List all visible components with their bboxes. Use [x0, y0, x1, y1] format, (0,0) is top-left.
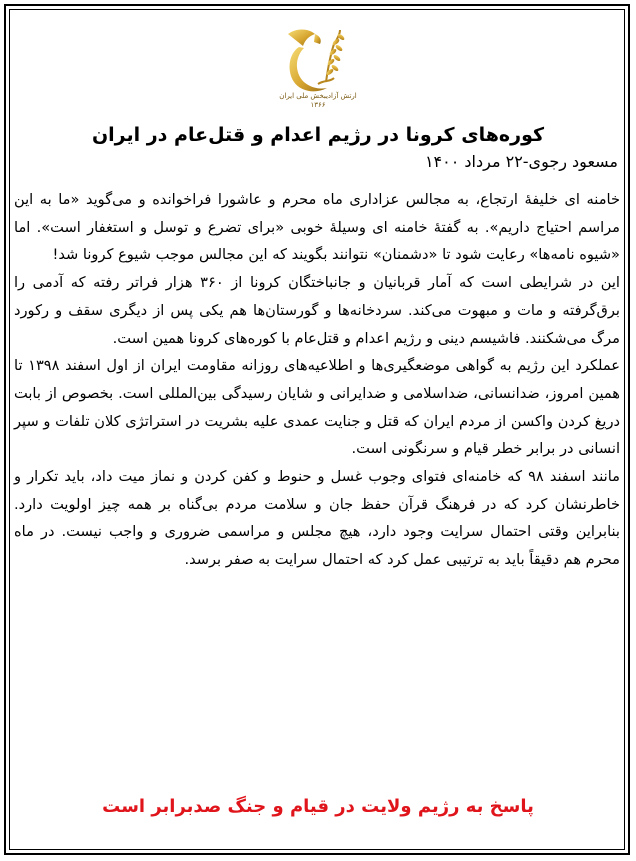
article-byline: مسعود رجوی-۲۲ مرداد ۱۴۰۰ [424, 152, 618, 171]
paragraph: این در شرایطی است که آمار قربانیان و جانباختگان کرونا از ۳۶۰ هزار فراتر رفته که آدمی را برق‌گرفته و مات و مبهوت می‌کند. سردخانه‌ها و گورستان‌ها هم یکی پس از دیگری سقف و رکورد مرگ می‌شکنند. فاشیسم دینی و رژیم اعدام و قتل‌عام با کوره‌های کرونا همین است. [14, 274, 620, 347]
logo-caption [262, 92, 374, 110]
article-body [14, 186, 620, 574]
logo-org-name: ارتش آزادیبخش ملی ایران [279, 92, 357, 100]
closing-slogan: پاسخ به رژیم ولایت در قیام و جنگ صدبرابر است [102, 796, 534, 817]
article-title: کوره‌های کرونا در رژیم اعدام و قتل‌عام در ایران [91, 124, 545, 146]
paragraph: خامنه ای خلیفهٔ ارتجاع، به مجالس عزاداری ماه محرم و عاشورا فراخوانده و می‌گوید «ما به این مراسم احتیاج داریم». به گفتهٔ خامنه ای وسیلهٔ خوبی «برای تضرع و توسل و استغفار است». اما «شیوه نامه‌ها» رعایت شود تا «دشمنان» نتوانند بگویند که این مجالس موجب شیوع کرونا شد! [14, 191, 620, 264]
paragraph: مانند اسفند ۹۸ که خامنه‌ای فتوای وجوب غسل و حنوط و کفن کردن و نماز میت داد، باید تکرار و خاطرنشان کرد که در فرهنگ قرآن حفظ جان و سلامت مردم بی‌گناه بر همه چیز اولویت دارد. بنابراین وقتی احتمال سرایت وجود دارد، هیچ مجلس و مراسمی ضروری و واجب نیست. در ماه محرم هم دقیقاً باید به ترتیبی عمل کرد که احتمال سرایت به صفر برسد. [14, 468, 620, 569]
logo-year: ۱۳۶۶ [310, 101, 326, 109]
paragraph: عملکرد این رژیم به گواهی موضعگیری‌ها و اطلاعیه‌های روزانه مقاومت ایران از اول اسفند ۱۳۹۸ تا همین امروز، ضدانسانی، ضداسلامی و ضدایرانی و شایان رسیدگی بین‌المللی است. بخصوص از بابت دریغ کردن واکسن از مردم ایران که قتل و جنایت عمدی علیه بشریت در استراتژی کلان تلفات و سپر انسانی در برابر خطر قیام و سرنگونی است. [14, 357, 620, 458]
